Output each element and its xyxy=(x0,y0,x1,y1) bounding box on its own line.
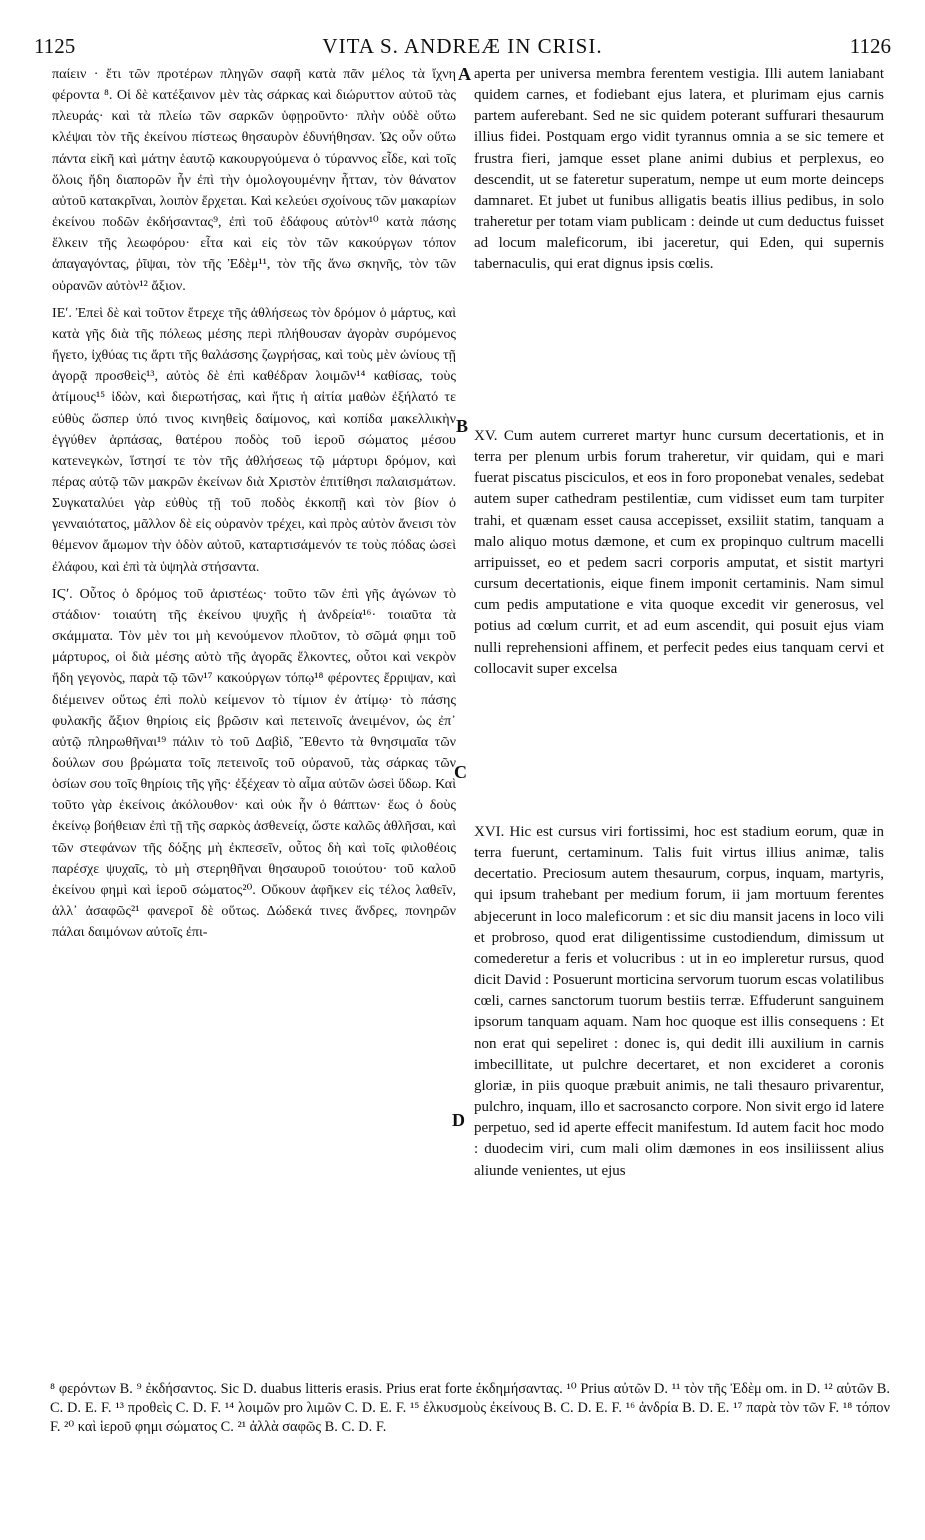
greek-paragraph-1: παίειν · ἔτι τῶν προτέρων πληγῶν σαφῆ κατὰ πᾶν μέλος τὰ ἴχνη φέροντα ⁸. Οἱ δὲ κατέξαινον μὲν τὰς σάρκας καὶ διώρυττον αὐτοῦ τὰς πλευράς· καὶ τὰ πλείω τῶν σαρκῶν ὑφῃροῦντο· πλὴν οὐδὲ οὕτω κλέψαι τὸν τῆς ἐκείνου πίστεως θησαυρὸν ἐδυνήθησαν. Ὡς οὖν οὕτω πάντα εἰκῆ καὶ μάτην ἑαυτῷ κακουργούμενα ὁ τύραννος εἶδε, καὶ τοῖς ὅλοις ἤδη διαπορῶν ἦν ἐπὶ τὴν ὁμολογουμένην ἧτταν, τὸν θάνατον αὐτοῦ κατακρῖναι, λοιπὸν ἔρχεται. Καὶ κελεύει σχοίνους τῶν μακαρίων ἐκείνου ποδῶν ἐκδήσαντας⁹, ἐπὶ τοῦ ἐδάφους αὐτὸν¹⁰ κατὰ πάσης ἕλκειν τῆς λεωφόρου· εἶτα καὶ εἰς τὸν τῶν κακούργων τόπον ἀπαγαγόντας, ῥῖψαι, τὸν τῆς Ἐδὲμ¹¹, τὸν τῆς ἄνω σκηνῆς, τὸν τῶν οὐρανῶν αὐτὸν¹² ἄξιον. xyxy=(52,66,456,294)
greek-paragraph-3: ΙϚʹ. Οὗτος ὁ δρόμος τοῦ ἀριστέως· τοῦτο τῶν ἐπὶ γῆς ἀγώνων τὸ στάδιον· τοιαύτη τῆς ἐκείνου ψυχῆς ἡ ἀνδρεία¹⁶· τοιαῦτα τὰ σκάμματα. Τὸν μὲν τοι μὴ κενούμενον πλοῦτον, τὸ σῶμά φημι τοῦ μάρτυρος, οἱ διὰ μέσης αὐτὸ τῆς ἀγορᾶς ἕλκοντες, οὗτοι καὶ νεκρὸν ἤδη γεγονὸς, παρὰ τῷ τῶν¹⁷ κακούργων τόπῳ¹⁸ φέροντες ἔρριψαν, καὶ διέμεινεν οὕτως ἐπὶ πολὺ κείμενον τὸ τίμιον ἐν ἀτίμῳ· τὸ πάσης φυλακῆς ἄξιον θηρίοις εἰς βρῶσιν καὶ πετεινοῖς ἀνειμένον, ὡς ἐπ᾽ αὐτῷ πληρωθῆναι¹⁹ πάλιν τὸ τοῦ Δαβὶδ, Ἔθεντο τὰ θνησιμαῖα τῶν δούλων σου βρώματα τοῖς πετεινοῖς τοῦ οὐρανοῦ, τὰς σάρκας τῶν ὁσίων σου τοῖς θηρίοις τῆς γῆς· ἐξέχεαν τὸ αἷμα αὐτῶν ὡσεὶ ὕδωρ. Καὶ τοῦτο γὰρ ἐκείνοις ἀκόλουθον· καὶ οὐκ ἦν ὁ θάπτων· ἕως ὁ δοὺς ἐκείνῳ βοήθειαν ἐπὶ τῇ τῆς σαρκὸς ἀσθενείᾳ, ὥστε καλῶς ἀθλῆσαι, καὶ τῶν στεφάνων τῆς δόξης μὴ ἐκπεσεῖν, οὗτος δὴ καὶ τοῖς φιλοθέοις παρέσχε ψυχαῖς, τὸ μὴ στερηθῆναι θησαυροῦ τοιούτου· τοῦ καλοῦ ἐκείνου φημὶ καὶ ἱεροῦ σώματος²⁰. Οὔκουν ἀφῆκεν εἰς τέλος λαθεῖν, ἀλλ᾽ ἀσαφῶς²¹ φανεροῖ δὲ οὕτως. Δώδεκά τινες ἄνδρες, πονηρῶν πάλαι δαιμόνων αὐτοῖς ἐπι- xyxy=(52,585,456,941)
latin-paragraph-1: aperta per universa membra ferentem vestigia. Illi autem laniabant quidem carnes, et fodiebant ejus latera, et plurimam ejus carnis partem auferebant. Sed ne sic quidem poterant suffurari thesaurum illius fidei. Postquam ergo vidit tyrannus omnia a se sic temere et frustra fieri, jamque esset plane animi dubius et perplexus, eo descendit, ut se fateretur superatum, nempe ut eum morte deinceps damnaret. Et jubet ut funibus alligatis beatis illius pedibus, in solo traheretur per totam viam publicam : deinde ut cum deductus fuisset ad locum maleficorum, ibi jaceretur, qui Eden, qui supernis tabernaculis, qui erat dignus ipsis cœlis. xyxy=(474,66,884,273)
latin-paragraph-3: XVI. Hic est cursus viri fortissimi, hoc est stadium eorum, quæ in terra fuerunt, certaminum. Talis fuit virtus illius animæ, talis decertatio. Preciosum autem thesaurum, corpus, inquam, martyris, qui ipsum trahebant per medium forum, ii jam mortuum ferentes abjecerunt in loco maleficorum : et sic diu mansit jacens in loco vili et probroso, quod erat diligentissime custodiendum, dimissum ut comederetur a feris et volucribus : ut in eo impleretur rursus, quod dicit David : Posuerunt morticina servorum tuorum escas volatilibus cœli, carnes sanctorum tuorum bestiis terræ. Effuderunt sanguinem ipsorum tanquam aquam. Nam hoc quoque est illis consequens : Et non erat qui sepeliret : donec is, qui dedit illi auxilium in carnis imbecillitate, ut pulchre decertaret, et non excideret a coronis gloriæ, in piis quoque præbuit animis, ne tali thesauro privarentur, pulchro, inquam, illo et sacrosancto corpore. Non sivit ergo id latere perpetuo, sed id aperte effecit manifestum. Id autem facit hoc modo : duodecim viri, cum mali olim dæmones in eos insiliissent alius aliunde venientes, ut ejus xyxy=(474,824,884,1179)
page-number-right: 1126 xyxy=(849,34,891,58)
margin-letter-d: D xyxy=(452,1110,465,1130)
running-title: VITA S. ANDREÆ IN CRISI. xyxy=(322,34,603,58)
latin-paragraph-2: XV. Cum autem curreret martyr hunc cursum decertationis, et in terra per plenum urbis forum traheretur, vir quidam, qui e mari fuerat piscatus pisciculos, et eos in foro proponebat venales, sedebat autem super cathedram pestilentiæ, cum vidisset eum tam turpiter trahi, et quænam esset causa accepisset, exsiliit statim, tanquam a malo aliquo motus dæmone, et cum ex propinquo cultrum macelli arripuisset, eo et pedem sacri corporis amputat, et sistit martyri cursum decertationis, eique finem imponit certaminis. Nam simul cum pedis amputatione e vita quoque excedit vir generosus, vel potius ad cœlum currit, et ad eum ascendit, qui posuit ejus viam nulli reprehensioni affinem, et perfecit pedes eius tanquam cervi et collocavit super excelsa xyxy=(474,428,884,677)
page-number-left: 1125 xyxy=(34,34,76,58)
greek-paragraph-2: ΙΕʹ. Ἐπεὶ δὲ καὶ τοῦτον ἔτρεχε τῆς ἀθλήσεως τὸν δρόμον ὁ μάρτυς, καὶ κατὰ γῆς διὰ τῆς πόλεως μέσης περὶ πλήθουσαν ἀγορὰν συρόμενος ἤγετο, ἰχθύας τις ἄρτι τῆς θαλάσσης ζωγρήσας, καὶ τοὺς μὲν ὠνίους τῇ ἀγορᾷ προσθεὶς¹³, αὐτὸς δὲ ἐπὶ καθέδραν λοιμῶν¹⁴ καθίσας, τοὺς ἀτίμους¹⁵ ἰδὼν, καὶ διερωτήσας, καὶ ἥτις ἡ αἰτία μαθὼν ἐξήλατό τε εὐθὺς ὥσπερ ὑπό τινος κινηθεὶς δαίμονος, καὶ κοπίδα μακελλικὴν ἐγγύθεν ἁρπάσας, θατέρου ποδὸς τοῦ ἱεροῦ σώματος μέσου κατενεγκὼν, ἵστησί τε τὸν τῆς ἀθλήσεως τῷ μάρτυρι δρόμον, καὶ πέρας αὐτῷ τῶν μακρῶν ἐκείνων διὰ Χριστὸν ἐπιτίθησι παλαισμάτων. Συγκαταλύει γὰρ εὐθὺς τῇ τοῦ ποδὸς ἐκκοπῇ καὶ τὸν βίον ὁ γενναιότατος, μᾶλλον δὲ εἰς οὐρανὸν τρέχει, καὶ πρὸς αὐτὸν ἄνεισι τὸν θέμενον ἄμωμον τὴν ὁδὸν αὐτοῦ, καταρτισάμενόν τε τοὺς πόδας ὡσεὶ ἐλάφου, καὶ ἐπὶ τὰ ὑψηλὰ στήσαντα. xyxy=(52,304,456,575)
margin-letter-c: C xyxy=(454,762,467,782)
greek-column xyxy=(52,64,456,943)
margin-letter-a: A xyxy=(458,64,471,84)
margin-letter-b: B xyxy=(456,416,469,436)
footnotes: ⁸ φερόντων B. ⁹ ἐκδήσαντος. Sic D. duabus litteris erasis. Prius erat forte ἐκδημήσαντας. ¹⁰ Prius αὐτῶν D. ¹¹ τὸν τῆς Ἐδὲμ om. in D. ¹² αὐτῶν B. C. D. E. F. ¹³ προθεὶς C. D. F. ¹⁴ λοιμῶν pro λιμῶν C. D. E. F. ¹⁵ ἐλκυσμοὺς ἐκείνους B. C. D. E. F. ¹⁶ ἀνδρία B. D. E. ¹⁷ παρὰ τὸν τῶν F. ¹⁸ τόπον F. ²⁰ καὶ ἱεροῦ φημι σώματος C. ²¹ ἀλλὰ σαφῶς B. C. D. F. xyxy=(50,1381,890,1435)
page-header xyxy=(30,34,895,62)
